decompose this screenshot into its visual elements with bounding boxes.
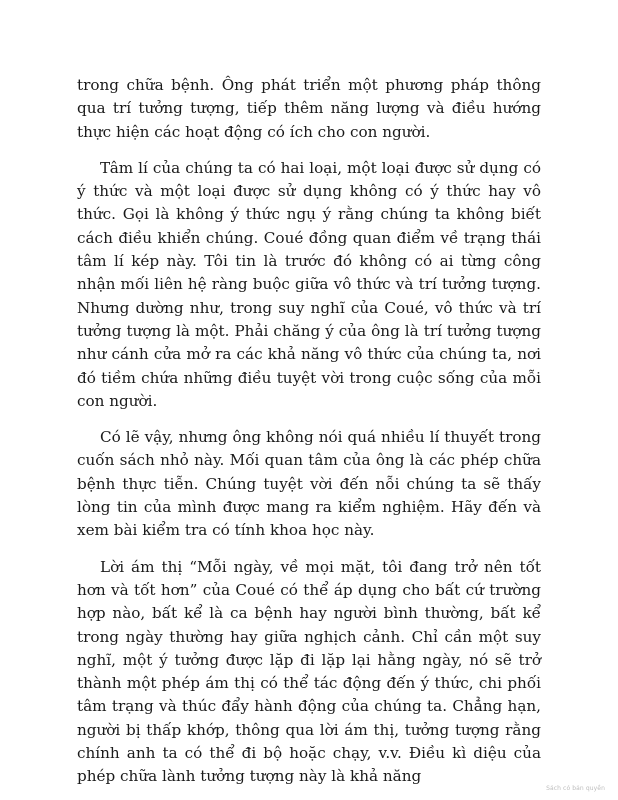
paragraph-3: Có lẽ vậy, nhưng ông không nói quá nhiều lí thuyết trong cuốn sách nhỏ này. Mối quan tâm của ông là các phép chữa bệnh thực tiễn. Chúng tuyệt vời đến nỗi chúng ta sẽ thấy lòng tin của mình được mang ra kiểm nghiệm. Hãy đến và xem bài kiểm tra có tính khoa học này.: [77, 428, 541, 540]
document-body: [77, 74, 541, 789]
paragraph-4: Lời ám thị “Mỗi ngày, về mọi mặt, tôi đang trở nên tốt hơn và tốt hơn” của Coué có thể áp dụng cho bất cứ trường hợp nào, bất kể là ca bệnh hay người bình thường, bất kể trong ngày thường hay giữa nghịch cảnh. Chỉ cần một suy nghĩ, một ý tưởng được lặp đi lặp lại hằng ngày, nó sẽ trở thành một phép ám thị có thể tác động đến ý thức, chi phối tâm trạng và thúc đẩy hành động của chúng ta. Chẳng hạn, người bị thấp khớp, thông qua lời ám thị, tưởng tượng rằng chính anh ta có thể đi bộ hoặc chạy, v.v. Điều kì diệu của phép chữa lành tưởng tượng này là khả năng: [77, 557, 541, 786]
paragraph-1: trong chữa bệnh. Ông phát triển một phương pháp thông qua trí tưởng tượng, tiếp thêm năng lượng và điều hướng thực hiện các hoạt động có ích cho con người.: [77, 76, 541, 141]
copyright-watermark: Sách có bản quyền: [546, 785, 605, 792]
paragraph-2: Tâm lí của chúng ta có hai loại, một loại được sử dụng có ý thức và một loại được sử dụng không có ý thức hay vô thức. Gọi là không ý thức ngụ ý rằng chúng ta không biết cách điều khiển chúng. Coué đồng quan điểm về trạng thái tâm lí kép này. Tôi tin là trước đó không có ai từng công nhận mối liên hệ ràng buộc giữa vô thức và trí tưởng tượng. Nhưng dường như, trong suy nghĩ của Coué, vô thức và trí tưởng tượng là một. Phải chăng ý của ông là trí tưởng tượng như cánh cửa mở ra các khả năng vô thức của chúng ta, nơi đó tiềm chứa những điều tuyệt vời trong cuộc sống của mỗi con người.: [77, 158, 541, 410]
